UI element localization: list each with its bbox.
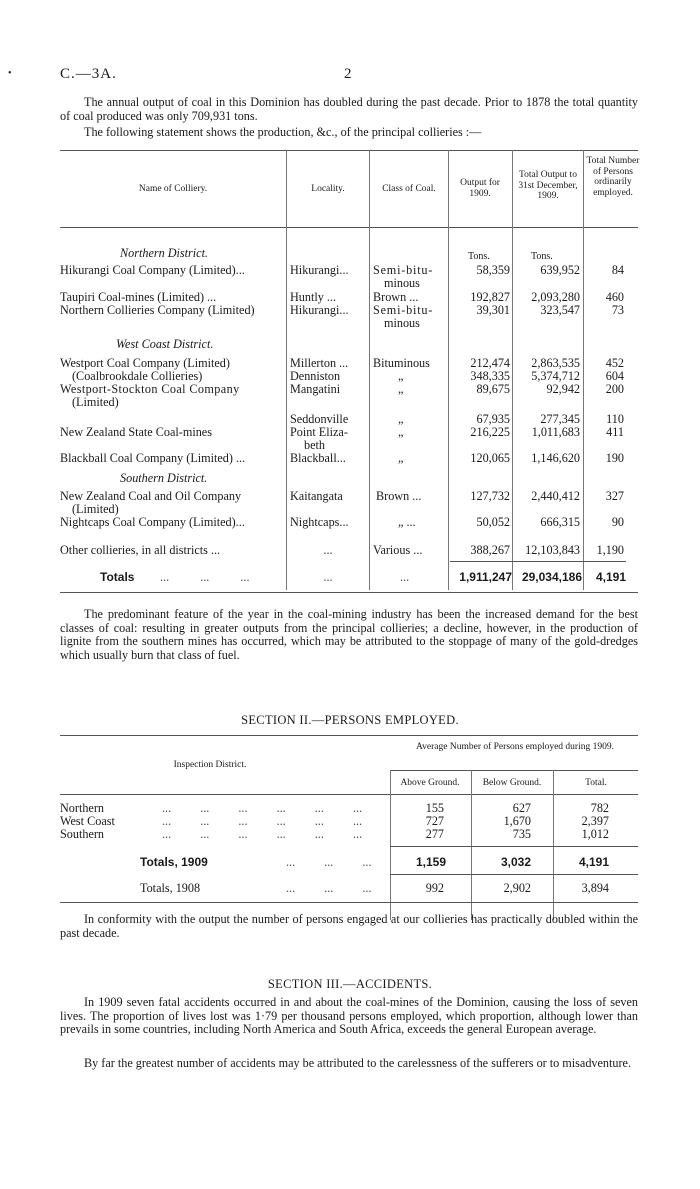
leader-dots: ...	[323, 570, 333, 584]
locality-cont: beth	[304, 438, 325, 452]
table1-col-divider	[512, 150, 513, 590]
output-value: 58,359	[476, 263, 510, 277]
total-value: 2,397	[581, 814, 609, 828]
total-output-value: 2,093,280	[531, 290, 580, 304]
section-3-title: SECTION III.—ACCIDENTS.	[267, 977, 433, 991]
total-output-value: 92,942	[546, 382, 580, 396]
table1-col-divider	[286, 150, 287, 590]
paragraph-accidents-2: By far the greatest number of accidents may be attributed to the carelessness of the sufferers or to misadventure.	[84, 1056, 632, 1070]
persons-value: 200	[605, 382, 624, 396]
margin-mark: •	[8, 68, 12, 79]
colliery-name: Westport-Stockton Coal Company	[60, 382, 240, 396]
persons-value: 604	[605, 369, 624, 383]
colliery-name: Northern Collieries Company (Limited)	[60, 303, 255, 317]
total-output-value: 1,011,683	[531, 425, 580, 439]
below-ground-value: 735	[512, 827, 531, 841]
output-value: 39,301	[476, 303, 510, 317]
total-output-value: 639,952	[540, 263, 580, 277]
locality: Hikurangi...	[290, 263, 349, 277]
output-value: 216,225	[470, 425, 510, 439]
totals-1908-label: Totals, 1908	[140, 881, 201, 895]
table2-col-divider	[390, 770, 391, 920]
persons-value: 1,190	[596, 543, 624, 557]
total-output-value: 2,863,535	[531, 356, 580, 370]
below-ground-value: 627	[512, 801, 531, 815]
output-value: 89,675	[476, 382, 510, 396]
coal-class-ditto: „	[398, 425, 404, 439]
table2-col-divider	[553, 770, 554, 920]
colliery-name: Westport Coal Company (Limited)	[60, 356, 230, 370]
coal-class-ditto: „	[398, 369, 404, 383]
locality: Mangatini	[290, 382, 341, 396]
locality: Denniston	[290, 369, 341, 383]
table1-header-rule	[60, 227, 638, 228]
total-value: 782	[590, 801, 609, 815]
unit-total-output: Tons.	[531, 251, 553, 262]
totals-label: Totals	[100, 570, 135, 584]
coal-class: Semi-bitu-	[373, 303, 434, 317]
table2-group-rule	[390, 770, 638, 771]
header-total-persons: Total Number of Persons ordinarily employed.	[586, 156, 640, 198]
colliery-name: Other collieries, in all districts ...	[60, 543, 221, 557]
page-number: 2	[344, 66, 352, 82]
header-output-1909: Output for 1909.	[460, 178, 500, 199]
above-ground-value: 727	[425, 814, 444, 828]
district-heading-west-coast: West Coast District.	[116, 337, 214, 351]
locality: Blackball...	[290, 451, 346, 465]
table1-col-divider	[369, 150, 370, 590]
leader-dots: ... ... ... ... ... ...	[162, 827, 363, 841]
totals-1909-label: Totals, 1909	[140, 855, 208, 869]
district-name: Southern	[60, 827, 105, 841]
persons-value: 73	[611, 303, 624, 317]
table2-sum-rule	[390, 846, 638, 847]
persons-value: 90	[611, 515, 624, 529]
coal-class-ditto: „	[398, 382, 404, 396]
persons-value: 110	[606, 412, 624, 426]
above-ground-value: 277	[425, 827, 444, 841]
section-2-title: SECTION II.—PERSONS EMPLOYED.	[241, 713, 459, 727]
persons-value: 327	[605, 489, 624, 503]
totals-1908-below: 2,902	[503, 881, 531, 895]
coal-class-cont: minous	[384, 276, 420, 290]
header-class-of-coal: Class of Coal.	[382, 184, 436, 194]
output-value: 120,065	[470, 451, 510, 465]
persons-value: 460	[605, 290, 624, 304]
district-heading-northern: Northern District.	[120, 246, 209, 260]
leader-dots: ... ... ...	[160, 570, 250, 584]
table2-col-divider	[471, 770, 472, 920]
output-value: 127,732	[470, 489, 510, 503]
coal-class-cont: minous	[384, 316, 420, 330]
locality: Seddonville	[290, 412, 349, 426]
total-output-value: 2,440,412	[531, 489, 580, 503]
table2-bottom-rule	[60, 902, 638, 903]
header-above-ground: Above Ground.	[400, 778, 460, 788]
paragraph-accidents-1: In 1909 seven fatal accidents occurred in and about the coal-mines of the Dominion, causing the loss of seven lives. The proportion of lives lost was 1·79 per thousand persons employed, which proportion, although lower than prevails in some countries, including North America and South Africa, exceeds the general European average.	[60, 995, 638, 1036]
persons-value: 411	[606, 425, 624, 439]
colliery-name: New Zealand Coal and Oil Company	[60, 489, 242, 503]
colliery-name-cont: (Limited)	[72, 502, 119, 516]
leader-dots: ... ... ...	[286, 881, 372, 895]
locality: Millerton ...	[290, 356, 349, 370]
total-output-to-date: 29,034,186	[521, 570, 582, 584]
header-total-output: Total Output to 31st December, 1909.	[518, 170, 578, 201]
below-ground-value: 1,670	[503, 814, 531, 828]
intro-paragraph-2: The following statement shows the production, &c., of the principal collieries :—	[84, 125, 482, 139]
total-value: 1,012	[581, 827, 609, 841]
totals-1908-total: 3,894	[581, 881, 609, 895]
paragraph-persons-conformity: In conformity with the output the number of persons engaged at our collieries has practically doubled within the past decade.	[60, 912, 638, 940]
output-value: 388,267	[470, 543, 510, 557]
colliery-name: Hikurangi Coal Company (Limited)...	[60, 263, 245, 277]
table2-header-rule	[60, 794, 638, 795]
header-locality: Locality.	[311, 184, 345, 194]
persons-value: 84	[611, 263, 624, 277]
coal-class-ditto: „	[398, 412, 404, 426]
paragraph-predominant-feature: The predominant feature of the year in the coal-mining industry has been the increased demand for the best classes of coal: resulting in greater outputs from the principal collieries; a decline, however, in the production of lignite from the southern mines has occurred, which may be attributed to the stoppage of many of the gold-dredges which usually burn that class of fuel.	[60, 607, 638, 662]
above-ground-value: 155	[425, 801, 444, 815]
output-value: 192,827	[470, 290, 510, 304]
leader-dots: ... ... ... ... ... ...	[162, 801, 363, 815]
leader-dots: ... ... ...	[286, 855, 372, 869]
table2-top-rule	[60, 735, 638, 736]
total-output-value: 1,146,620	[531, 451, 580, 465]
coal-class: Brown ...	[373, 290, 419, 304]
table1-bottom-rule	[60, 592, 638, 593]
output-value: 212,474	[470, 356, 510, 370]
locality: Nightcaps...	[290, 515, 349, 529]
colliery-name: Blackball Coal Company (Limited) ...	[60, 451, 246, 465]
district-name: West Coast	[60, 814, 115, 828]
coal-class: Semi-bitu-	[373, 263, 434, 277]
coal-class: Bituminous	[373, 356, 430, 370]
document-code: C.—3A.	[60, 66, 117, 82]
colliery-name-cont: (Coalbrookdale Collieries)	[72, 369, 203, 383]
leader-dots: ...	[400, 570, 410, 584]
header-average-persons: Average Number of Persons employed during 1909.	[416, 742, 614, 752]
output-value: 50,052	[476, 515, 510, 529]
table1-col-divider	[448, 150, 449, 590]
table1-totals-rule	[450, 561, 626, 562]
table1-top-rule	[60, 150, 638, 151]
header-below-ground: Below Ground.	[482, 778, 542, 788]
district-heading-southern: Southern District.	[120, 471, 208, 485]
coal-class-ditto: „ ...	[398, 515, 416, 529]
district-name: Northern	[60, 801, 104, 815]
locality: Kaitangata	[290, 489, 343, 503]
totals-1909-total: 4,191	[578, 855, 609, 869]
totals-1909-below: 3,032	[500, 855, 531, 869]
intro-paragraph-1: The annual output of coal in this Dominion has doubled during the past decade. Prior to 1878 the total quantity of coal produced was only 709,931 tons.	[60, 95, 638, 123]
locality: Point Eliza-	[290, 425, 348, 439]
colliery-name: Taupiri Coal-mines (Limited) ...	[60, 290, 217, 304]
total-persons: 4,191	[595, 570, 626, 584]
colliery-name: Nightcaps Coal Company (Limited)...	[60, 515, 245, 529]
locality: Huntly ...	[290, 290, 337, 304]
colliery-name: New Zealand State Coal-mines	[60, 425, 212, 439]
output-value: 348,335	[470, 369, 510, 383]
header-total: Total.	[585, 778, 607, 788]
colliery-name-cont: (Limited)	[72, 395, 119, 409]
totals-1909-above: 1,159	[415, 855, 446, 869]
coal-class: Various ...	[373, 543, 423, 557]
totals-1908-above: 992	[425, 881, 444, 895]
persons-value: 452	[605, 356, 624, 370]
total-output-value: 5,374,712	[531, 369, 580, 383]
persons-value: 190	[605, 451, 624, 465]
output-value: 67,935	[476, 412, 510, 426]
total-output-value: 12,103,843	[525, 543, 580, 557]
locality: ...	[323, 543, 333, 557]
header-inspection-district: Inspection District.	[173, 760, 247, 770]
locality: Hikurangi...	[290, 303, 349, 317]
total-output-1909: 1,911,247	[459, 570, 512, 584]
table2-sum-rule	[390, 874, 638, 875]
total-output-value: 277,345	[540, 412, 580, 426]
header-name-of-colliery: Name of Colliery.	[138, 184, 208, 194]
coal-class: Brown ...	[376, 489, 422, 503]
total-output-value: 666,315	[540, 515, 580, 529]
total-output-value: 323,547	[540, 303, 580, 317]
leader-dots: ... ... ... ... ... ...	[162, 814, 363, 828]
unit-output: Tons.	[468, 251, 490, 262]
coal-class-ditto: „	[398, 451, 404, 465]
